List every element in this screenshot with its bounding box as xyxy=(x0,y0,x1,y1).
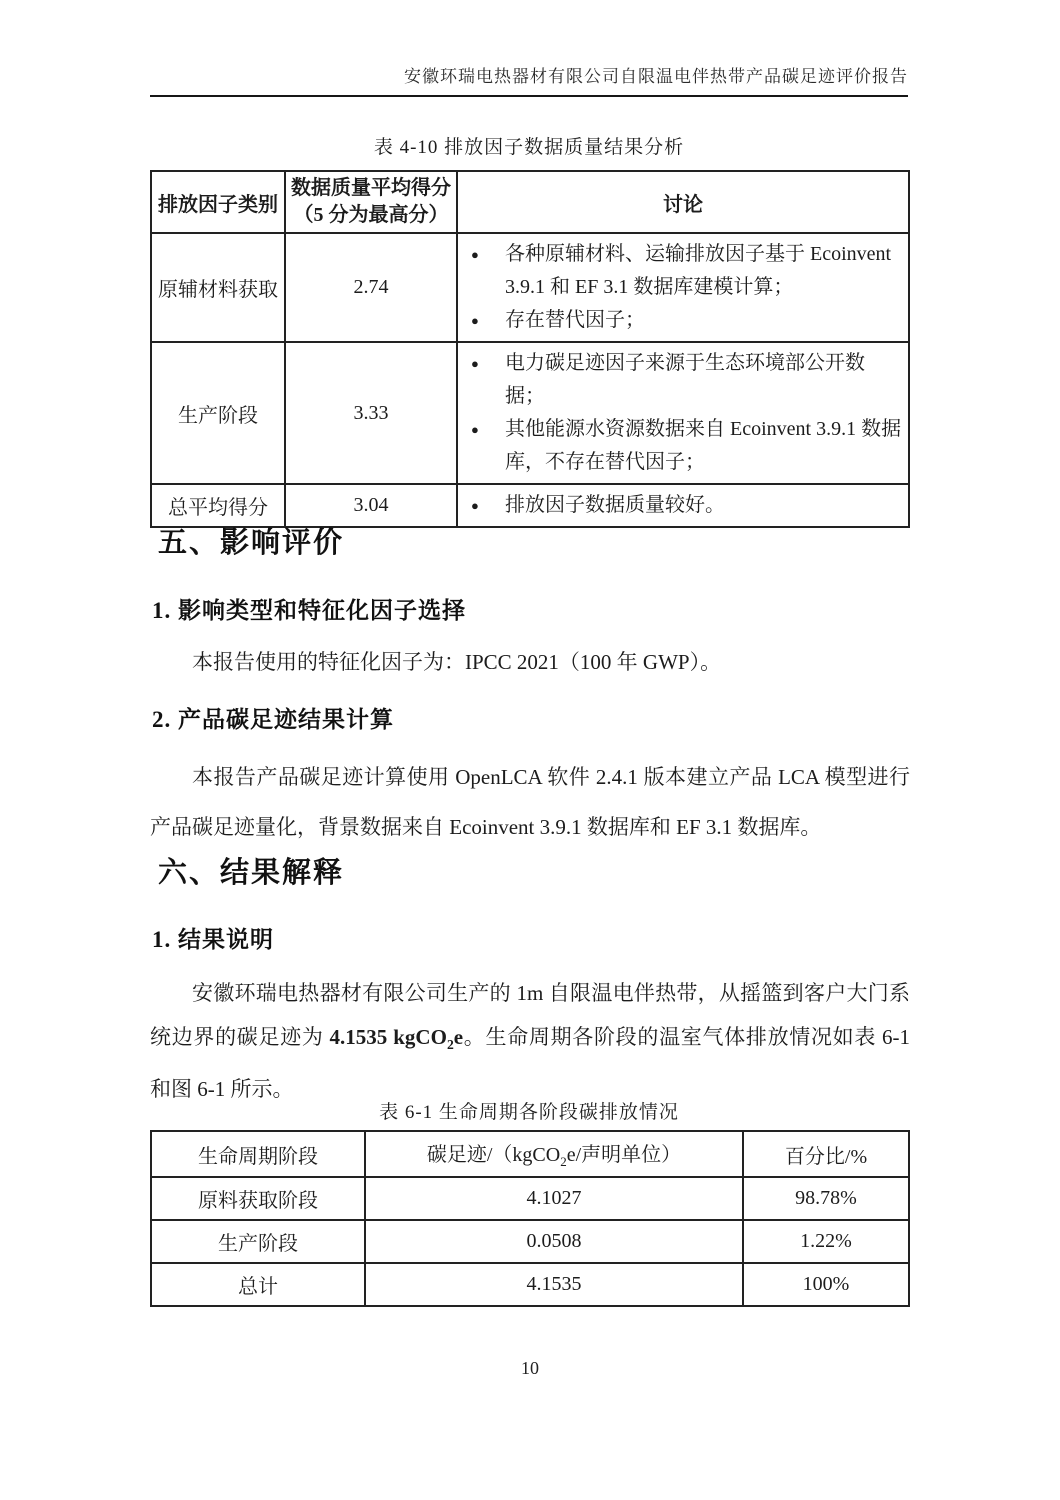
cell-category: 生产阶段 xyxy=(151,342,285,484)
score-header-line1: 数据质量平均得分 xyxy=(291,177,451,199)
bullet-icon: ● xyxy=(471,247,479,262)
bullet-icon: ● xyxy=(471,356,479,371)
bullet-list xyxy=(458,234,908,341)
paragraph-characterization-factor: 本报告使用的特征化因子为：IPCC 2021（100 年 GWP）。 xyxy=(192,650,722,674)
cell-stage: 总计 xyxy=(151,1263,365,1306)
cf-value-main: 4.1535 kgCO xyxy=(329,1025,447,1049)
col-header-category: 排放因子类别 xyxy=(151,171,285,233)
cell-footprint: 4.1535 xyxy=(365,1263,743,1306)
bullet-text: 存在替代因子； xyxy=(505,309,645,331)
section-6-1-heading: 1. 结果说明 xyxy=(152,927,274,952)
cell-discussion xyxy=(457,342,909,484)
section-6-heading: 六、结果解释 xyxy=(158,857,345,889)
paragraph-openlca: 本报告产品碳足迹计算使用 OpenLCA 软件 2.4.1 版本建立产品 LCA 模型进行产品碳足迹量化，背景数据来自 Ecoinvent 3.9.1 数据库和 EF 3.1 数据库。 xyxy=(150,765,910,839)
bullet-list xyxy=(458,343,908,483)
cell-discussion xyxy=(457,233,909,342)
list-item xyxy=(458,413,902,479)
bullet-text: 其他能源水资源数据来自 Ecoinvent 3.9.1 数据库，不存在替代因子； xyxy=(505,418,902,473)
list-item xyxy=(458,238,902,304)
table-row xyxy=(151,342,909,484)
table-row xyxy=(151,1263,909,1306)
table-row xyxy=(151,233,909,342)
cell-footprint: 0.0508 xyxy=(365,1220,743,1263)
cf-header-pre: 碳足迹/（kgCO xyxy=(426,1144,561,1166)
bullet-icon: ● xyxy=(471,422,479,437)
table-6-1 xyxy=(150,1130,910,1307)
section-5-heading: 五、影响评价 xyxy=(158,527,345,559)
cell-score: 2.74 xyxy=(285,233,457,342)
cf-header-post: e/声明单位） xyxy=(566,1144,682,1166)
cell-category: 总平均得分 xyxy=(151,484,285,527)
cf-value-sub: 2 xyxy=(446,1037,454,1053)
cell-percent: 100% xyxy=(743,1263,909,1306)
cell-footprint: 4.1027 xyxy=(365,1177,743,1220)
cell-stage: 生产阶段 xyxy=(151,1220,365,1263)
col-header-footprint xyxy=(365,1131,743,1177)
table-row xyxy=(151,1177,909,1220)
cell-score: 3.33 xyxy=(285,342,457,484)
result-text-pre: 安徽环瑞电热器材有限公司生产的 1m 自限温电伴热带，从摇篮到客户大门系统边界的碳足迹为 xyxy=(150,981,910,1049)
page-number: 10 xyxy=(521,1358,539,1378)
table-6-1-caption: 表 6-1 生命周期各阶段碳排放情况 xyxy=(379,1102,679,1123)
list-item xyxy=(458,489,902,522)
col-header-percent: 百分比/% xyxy=(743,1131,909,1177)
table-4-10-caption: 表 4-10 排放因子数据质量结果分析 xyxy=(373,137,685,158)
page-header-title: 安徽环瑞电热器材有限公司自限温电伴热带产品碳足迹评价报告 xyxy=(404,67,908,86)
paragraph-result-summary xyxy=(150,971,910,1111)
bullet-text: 排放因子数据质量较好。 xyxy=(505,494,725,516)
cell-category: 原辅材料获取 xyxy=(151,233,285,342)
header-rule xyxy=(150,95,908,97)
cf-header-sub: 2 xyxy=(560,1154,567,1169)
cell-score: 3.04 xyxy=(285,484,457,527)
bullet-text: 各种原辅材料、运输排放因子基于 Ecoinvent 3.9.1 和 EF 3.1 数据库建模计算； xyxy=(505,243,892,298)
result-text-post: 。生命周期各阶段的温室气体排放情况如表 6-1 和图 6-1 所示。 xyxy=(150,1025,911,1102)
bullet-icon: ● xyxy=(471,313,479,328)
bullet-icon: ● xyxy=(471,498,479,513)
table-row xyxy=(151,1131,909,1177)
table-4-10 xyxy=(150,170,910,528)
cell-percent: 98.78% xyxy=(743,1177,909,1220)
col-header-score xyxy=(285,171,457,233)
col-header-discussion: 讨论 xyxy=(457,171,909,233)
cell-stage: 原料获取阶段 xyxy=(151,1177,365,1220)
table-row xyxy=(151,1220,909,1263)
section-5-1-heading: 1. 影响类型和特征化因子选择 xyxy=(152,598,466,623)
carbon-footprint-value xyxy=(329,1025,464,1053)
cf-value-tail: e xyxy=(453,1025,464,1049)
list-item xyxy=(458,304,902,337)
bullet-text: 电力碳足迹因子来源于生态环境部公开数据； xyxy=(505,352,865,407)
list-item xyxy=(458,347,902,413)
col-header-stage: 生命周期阶段 xyxy=(151,1131,365,1177)
cell-percent: 1.22% xyxy=(743,1220,909,1263)
table-row xyxy=(151,171,909,233)
section-5-2-heading: 2. 产品碳足迹结果计算 xyxy=(152,707,394,732)
score-header-line2: （5 分为最高分） xyxy=(293,204,449,226)
